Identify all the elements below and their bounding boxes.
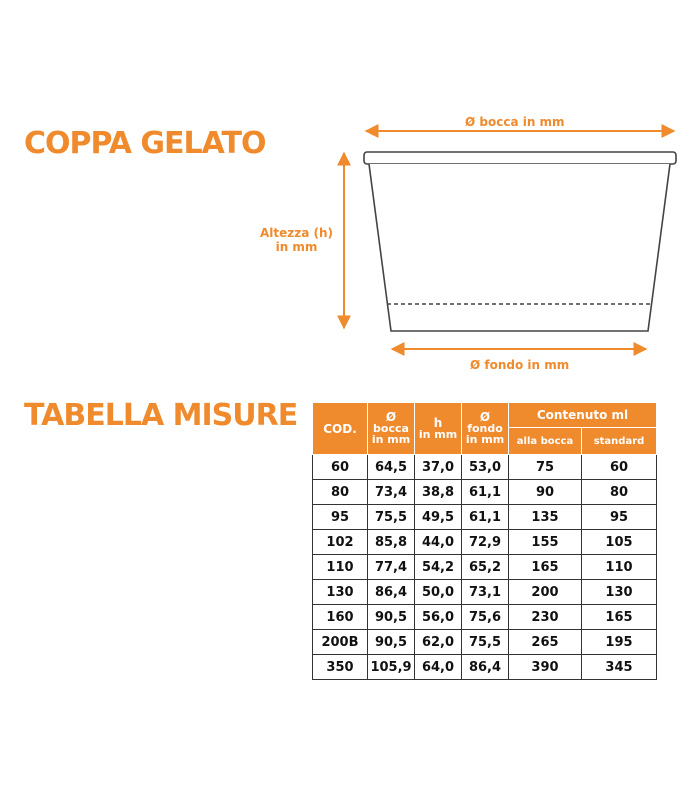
header-bocca (368, 403, 415, 455)
table-title: TABELLA MISURE (24, 398, 298, 433)
cell-fondo: 53,0 (462, 455, 509, 480)
header-h-l1: in mm (418, 427, 458, 441)
cell-fondo: 73,1 (462, 580, 509, 605)
diameter-symbol: Ø (479, 410, 491, 424)
header-fondo (462, 403, 509, 455)
cell-fondo: 75,5 (462, 630, 509, 655)
cell-cod: 80 (313, 480, 368, 505)
cell-cod: 102 (313, 530, 368, 555)
table-body (313, 455, 657, 680)
cell-cod: 200B (313, 630, 368, 655)
diameter-symbol: Ø (385, 410, 397, 424)
cell-standard: 130 (582, 580, 657, 605)
cell-fondo: 86,4 (462, 655, 509, 680)
cell-bocca: 90,5 (368, 605, 415, 630)
cell-alla-bocca: 155 (509, 530, 582, 555)
cell-h: 44,0 (415, 530, 462, 555)
cell-standard: 60 (582, 455, 657, 480)
cell-fondo: 61,1 (462, 505, 509, 530)
height-label (260, 226, 333, 254)
table-row (313, 480, 657, 505)
cell-standard: 345 (582, 655, 657, 680)
cell-cod: 110 (313, 555, 368, 580)
header-contenuto: Contenuto ml (509, 403, 657, 428)
table-row (313, 580, 657, 605)
header-bocca-l2: in mm (371, 433, 411, 446)
bottom-diameter-label: Ø fondo in mm (470, 358, 570, 372)
cell-cod: 350 (313, 655, 368, 680)
cell-alla-bocca: 200 (509, 580, 582, 605)
cell-bocca: 77,4 (368, 555, 415, 580)
cell-fondo: 61,1 (462, 480, 509, 505)
cell-alla-bocca: 265 (509, 630, 582, 655)
cell-alla-bocca: 135 (509, 505, 582, 530)
table-row (313, 555, 657, 580)
cell-h: 38,8 (415, 480, 462, 505)
table-row (313, 605, 657, 630)
table-row (313, 530, 657, 555)
cell-h: 62,0 (415, 630, 462, 655)
header-cod: COD. (313, 403, 368, 455)
cup-rim (364, 152, 676, 164)
cell-alla-bocca: 90 (509, 480, 582, 505)
cell-h: 49,5 (415, 505, 462, 530)
header-fondo-l1: fondo (467, 422, 503, 435)
cell-cod: 95 (313, 505, 368, 530)
header-h-symbol: h (433, 415, 443, 430)
cell-bocca: 64,5 (368, 455, 415, 480)
header-fondo-l2: in mm (465, 433, 505, 446)
cell-fondo: 65,2 (462, 555, 509, 580)
cell-cod: 130 (313, 580, 368, 605)
cell-bocca: 86,4 (368, 580, 415, 605)
page-title: COPPA GELATO (24, 126, 266, 161)
table-row (313, 455, 657, 480)
cell-standard: 95 (582, 505, 657, 530)
sizes-table (312, 402, 657, 680)
cell-bocca: 73,4 (368, 480, 415, 505)
table-row (313, 655, 657, 680)
cell-standard: 80 (582, 480, 657, 505)
table-row (313, 630, 657, 655)
cell-alla-bocca: 390 (509, 655, 582, 680)
cell-standard: 195 (582, 630, 657, 655)
cell-h: 37,0 (415, 455, 462, 480)
cell-fondo: 72,9 (462, 530, 509, 555)
cell-h: 56,0 (415, 605, 462, 630)
header-bocca-l1: bocca (373, 422, 409, 435)
cell-bocca: 90,5 (368, 630, 415, 655)
cell-bocca: 105,9 (368, 655, 415, 680)
header-standard: standard (582, 428, 657, 455)
cell-bocca: 75,5 (368, 505, 415, 530)
mouth-diameter-label: Ø bocca in mm (465, 115, 565, 129)
table-row (313, 505, 657, 530)
cell-standard: 105 (582, 530, 657, 555)
cell-h: 54,2 (415, 555, 462, 580)
cell-cod: 60 (313, 455, 368, 480)
cell-h: 64,0 (415, 655, 462, 680)
cell-standard: 110 (582, 555, 657, 580)
cell-standard: 165 (582, 605, 657, 630)
cell-fondo: 75,6 (462, 605, 509, 630)
cell-bocca: 85,8 (368, 530, 415, 555)
cell-alla-bocca: 230 (509, 605, 582, 630)
cell-h: 50,0 (415, 580, 462, 605)
cell-cod: 160 (313, 605, 368, 630)
height-label-line1: Altezza (h) (260, 226, 334, 240)
cup-body (369, 164, 670, 331)
header-h (415, 403, 462, 455)
height-label-line2: in mm (275, 240, 318, 254)
header-alla-bocca: alla bocca (509, 428, 582, 455)
cell-alla-bocca: 165 (509, 555, 582, 580)
cell-alla-bocca: 75 (509, 455, 582, 480)
